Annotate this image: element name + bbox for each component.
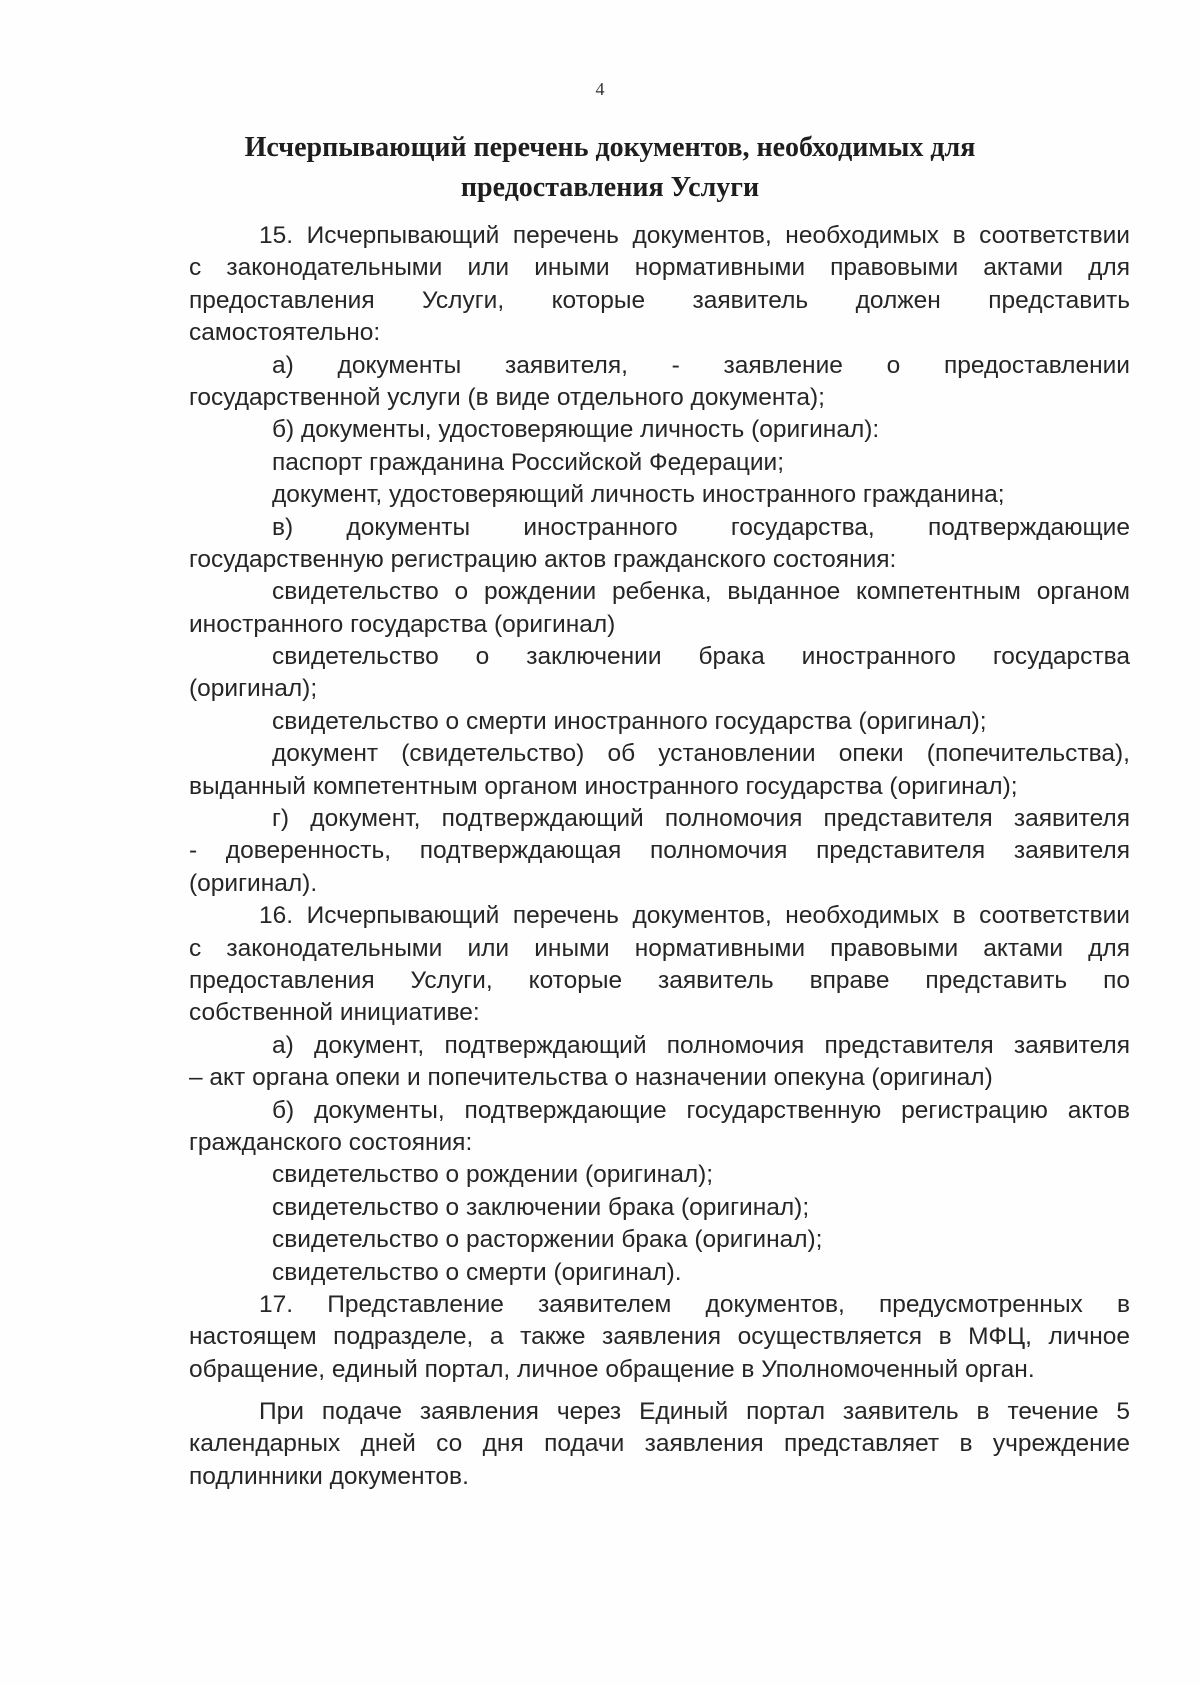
paragraph-line: выданный компетентным органом иностранного государства (оригинал);: [189, 772, 1018, 800]
paragraph-line: собственной инициативе:: [189, 999, 480, 1027]
paragraph-line: паспорт гражданина Российской Федерации;: [272, 448, 785, 476]
paragraph-line: гражданского состояния:: [189, 1128, 473, 1156]
paragraph-line: подлинники документов.: [189, 1462, 469, 1490]
paragraph-line: календарных дней со дня подачи заявления представляет в учреждение: [189, 1430, 1130, 1458]
paragraph-line: государственной услуги (в виде отдельного документа);: [189, 383, 825, 411]
paragraph-line: свидетельство о заключении брака (оригинал);: [272, 1193, 810, 1221]
section-heading: [190, 128, 1030, 208]
heading-line: Исчерпывающий перечень документов, необходимых для: [244, 132, 976, 163]
paragraph-line: свидетельство о рождении ребенка, выданное компетентным органом: [272, 578, 1130, 606]
paragraph-line: (оригинал);: [189, 675, 318, 703]
paragraph-spacer: [189, 1386, 1130, 1396]
paragraph-line: с законодательными или иными нормативными правовыми актами для: [189, 934, 1130, 962]
paragraph-line: 16. Исчерпывающий перечень документов, необходимых в соответствии: [259, 902, 1130, 930]
paragraph-line: б) документы, подтверждающие государственную регистрацию актов: [272, 1096, 1130, 1124]
paragraph-line: свидетельство о расторжении брака (оригинал);: [272, 1226, 823, 1254]
paragraph-line: с законодательными или иными нормативными правовыми актами для: [189, 254, 1130, 282]
paragraph-line: предоставления Услуги, которые заявитель должен представить: [189, 286, 1130, 314]
paragraph-line: а) документы заявителя, - заявление о предоставлении: [272, 351, 1130, 379]
paragraph-line: иностранного государства (оригинал): [189, 610, 616, 638]
paragraph-line: 15. Исчерпывающий перечень документов, необходимых в соответствии: [259, 222, 1130, 249]
paragraph-line: в) документы иностранного государства, подтверждающие: [272, 513, 1130, 541]
paragraph-line: - доверенность, подтверждающая полномочия представителя заявителя: [189, 837, 1130, 865]
paragraph-line: настоящем подразделе, а также заявления осуществляется в МФЦ, личное: [189, 1323, 1130, 1351]
paragraph-line: самостоятельно:: [189, 319, 381, 347]
heading-line: предоставления Услуги: [460, 172, 760, 203]
paragraph-line: 17. Представление заявителем документов, предусмотренных в: [259, 1290, 1130, 1318]
paragraph-line: документ (свидетельство) об установлении опеки (попечительства),: [272, 740, 1130, 768]
paragraph-line: свидетельство о рождении (оригинал);: [272, 1161, 714, 1189]
page-number: 4: [595, 79, 605, 99]
paragraph-line: обращение, единый портал, личное обращение в Уполномоченный орган.: [189, 1355, 1035, 1383]
paragraph-line: б) документы, удостоверяющие личность (оригинал):: [272, 416, 880, 444]
paragraph-line: предоставления Услуги, которые заявитель вправе представить по: [189, 966, 1130, 994]
paragraph-line: – акт органа опеки и попечительства о назначении опекуна (оригинал): [189, 1064, 993, 1092]
paragraph-line: свидетельство о смерти иностранного государства (оригинал);: [272, 707, 987, 735]
paragraph-line: При подаче заявления через Единый портал заявитель в течение 5: [259, 1398, 1130, 1426]
paragraph-line: свидетельство о смерти (оригинал).: [272, 1258, 682, 1286]
paragraph-line: государственную регистрацию актов гражданского состояния:: [189, 545, 897, 573]
paragraph-line: а) документ, подтверждающий полномочия представителя заявителя: [272, 1031, 1130, 1059]
paragraph-line: документ, удостоверяющий личность иностранного гражданина;: [272, 481, 1005, 509]
paragraph-line: г) документ, подтверждающий полномочия представителя заявителя: [272, 805, 1130, 833]
document-body: [189, 220, 1130, 1493]
paragraph-line: (оригинал).: [189, 869, 318, 897]
paragraph-line: свидетельство о заключении брака иностранного государства: [272, 643, 1130, 671]
